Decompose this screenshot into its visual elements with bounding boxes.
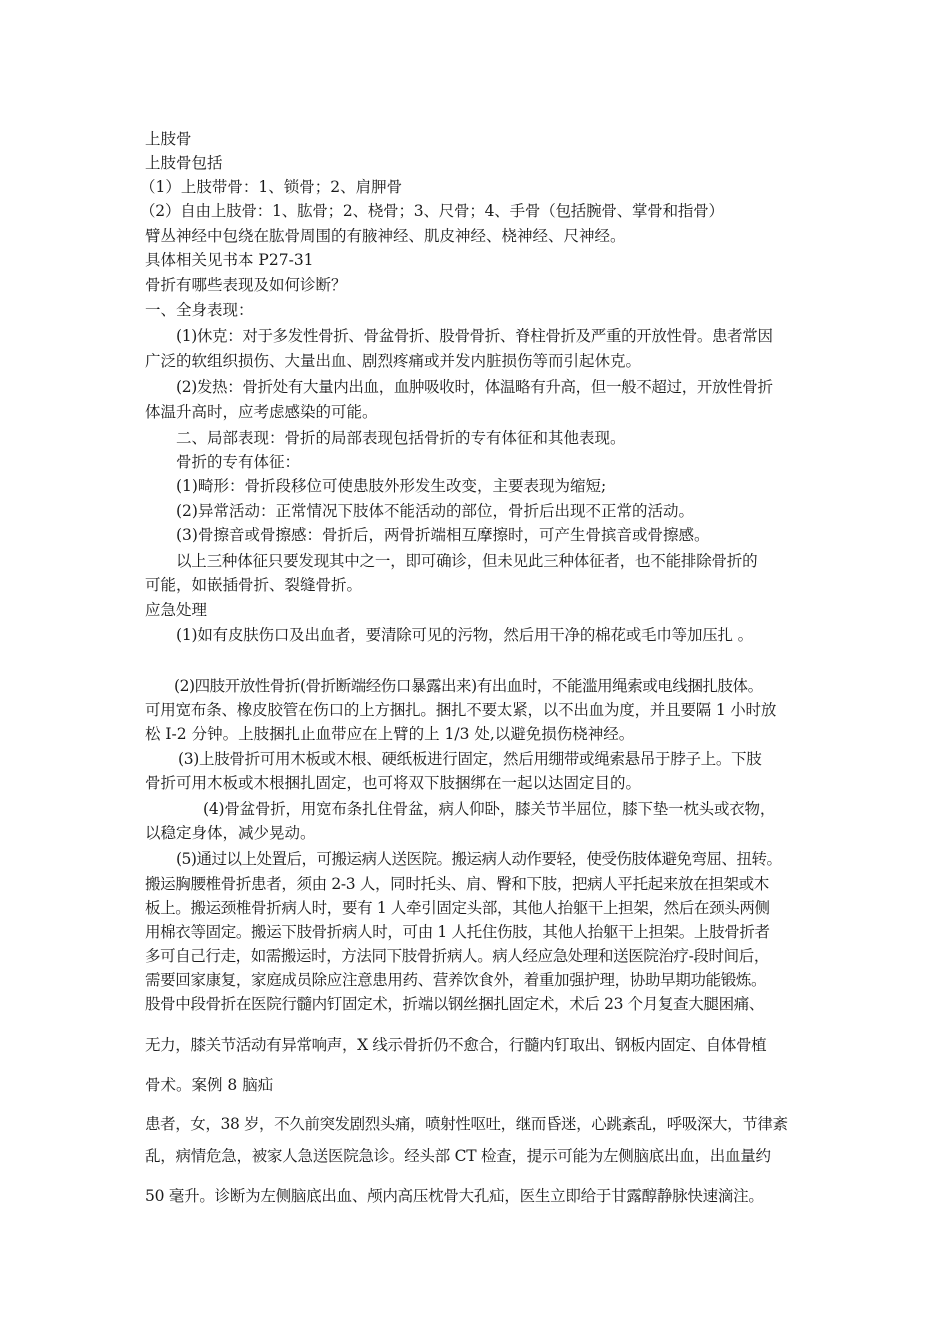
paragraph-line: 骨术。案例 8 脑疝 [145, 1076, 274, 1094]
paragraph-line: 以上三种体征只要发现其中之一，即可确诊，但未见此三种体征者，也不能排除骨折的 [176, 552, 758, 570]
paragraph-line: 板上。搬运颈椎骨折病人时，要有 1 人牵引固定头部，其他人抬躯干上担架，然后在颈头两侧 [145, 899, 770, 917]
paragraph-line: 需要回家康复，家庭成员除应注意患用药、营养饮食外，着重加强护理，协助早期功能锻炼。 [145, 971, 767, 989]
paragraph-line: (1)畸形：骨折段移位可使患肢外形发生改变，主要表现为缩短; [176, 477, 607, 495]
section-heading: 二、局部表现：骨折的局部表现包括骨折的专有体征和其他表现。 [176, 429, 626, 447]
line: （1）上肢带骨：1、锁骨；2、肩胛骨 [140, 178, 403, 196]
section-heading: 一、全身表现： [145, 301, 254, 319]
paragraph-line: (1)如有皮肤伤口及出血者，要清除可见的污物，然后用干净的棉花或毛巾等加压扎 。 [176, 626, 753, 644]
line: （2）自由上肢骨：1、肱骨；2、桡骨；3、尺骨；4、手骨（包括腕骨、掌骨和指骨） [140, 202, 724, 220]
paragraph-line: (2)四肢开放性骨折(骨折断端经伤口暴露出来)有出血时，不能滥用绳索或电线捆扎肢体。 [174, 677, 763, 695]
paragraph-line: 搬运胸腰椎骨折患者，须由 2-3 人，同时托头、肩、臀和下肢，把病人平托起来放在担架或木 [145, 875, 769, 893]
section-heading: 应急处理 [145, 601, 208, 619]
paragraph-line: 用棉衣等固定。搬运下肢骨折病人时，可由 1 人托住伤肢，其他人抬躯干上担架。上肢骨折者 [145, 923, 770, 941]
paragraph-line: (4)骨盆骨折，用宽布条扎住骨盆，病人仰卧，膝关节半屈位，膝下垫一枕头或衣物， [203, 800, 776, 818]
paragraph-line: (2)异常活动：正常情况下肢体不能活动的部位，骨折后出现不正常的活动。 [176, 502, 694, 520]
line: 臂丛神经中包绕在肱骨周围的有腋神经、肌皮神经、桡神经、尺神经。 [145, 227, 626, 245]
paragraph-line: 骨折可用木板或木根捆扎固定，也可将双下肢捆绑在一起以达固定目的。 [145, 774, 642, 792]
paragraph-line: 50 毫升。诊断为左侧脑底出血、颅内高压枕骨大孔疝，医生立即给于甘露醇静脉快速滴注。 [145, 1187, 764, 1205]
paragraph-line: (1)休克：对于多发性骨折、骨盆骨折、股骨骨折、脊柱骨折及严重的开放性骨。患者常因 [176, 327, 773, 345]
paragraph-line: 患者，女，38 岁，不久前突发剧烈头痛，喷射性呕吐，继而昏迷，心跳紊乱，呼吸深大，节律紊 [145, 1115, 788, 1133]
heading-upper-limb-bones: 上肢骨 [145, 130, 192, 148]
paragraph-line: 可用宽布条、橡皮胶管在伤口的上方捆扎。捆扎不要太紧，以不出血为度，并且要隔 1 小时放 [145, 701, 777, 719]
paragraph-line: 广泛的软组织损伤、大量出血、剧烈疼痛或并发内脏损伤等而引起休克。 [145, 352, 642, 370]
paragraph-line: 以稳定身体，减少晃动。 [145, 824, 316, 842]
line: 具体相关见书本 P27-31 [145, 251, 314, 269]
paragraph-line: (3)骨擦音或骨擦感：骨折后，两骨折端相互摩擦时，可产生骨摈音或骨擦感。 [176, 526, 710, 544]
paragraph-line: 乱，病情危急，被家人急送医院急诊。经头部 CT 检查，提示可能为左侧脑底出血，出血量约 [145, 1147, 771, 1165]
line: 上肢骨包括 [145, 154, 223, 172]
paragraph-line: 松 I-2 分钟。上肢捆扎止血带应在上臂的上 1/3 处,以避免损伤桡神经。 [145, 725, 635, 743]
paragraph-line: 可能，如嵌插骨折、裂缝骨折。 [145, 576, 363, 594]
paragraph-line: 股骨中段骨折在医院行髓内钉固定术，折端以钢丝捆扎固定术，术后 23 个月复查大腿困痛、 [145, 995, 765, 1013]
paragraph-line: 多可自己行走，如需搬运时，方法同下肢骨折病人。病人经应急处理和送医院治疗-段时间后， [145, 947, 769, 965]
paragraph-line: 无力，膝关节活动有异常响声，X 线示骨折仍不愈合，行髓内钉取出、钢板内固定、自体骨植 [145, 1036, 767, 1054]
paragraph-line: (3)上肢骨折可用木板或木根、硬纸板进行固定，然后用绷带或绳索悬吊于脖子上。下肢 [178, 750, 762, 768]
paragraph-line: (2)发热：骨折处有大量内出血，血肿吸收时，体温略有升高，但一般不超过，开放性骨折 [176, 378, 773, 396]
paragraph-line: 体温升高时，应考虑感染的可能。 [145, 403, 378, 421]
paragraph-line: (5)通过以上处置后，可搬运病人送医院。搬运病人动作要轻，使受伤肢体避免弯屈、扭转。 [176, 850, 782, 868]
question-heading: 骨折有哪些表现及如何诊断？ [145, 276, 347, 294]
paragraph-line: 骨折的专有体征： [176, 453, 301, 471]
